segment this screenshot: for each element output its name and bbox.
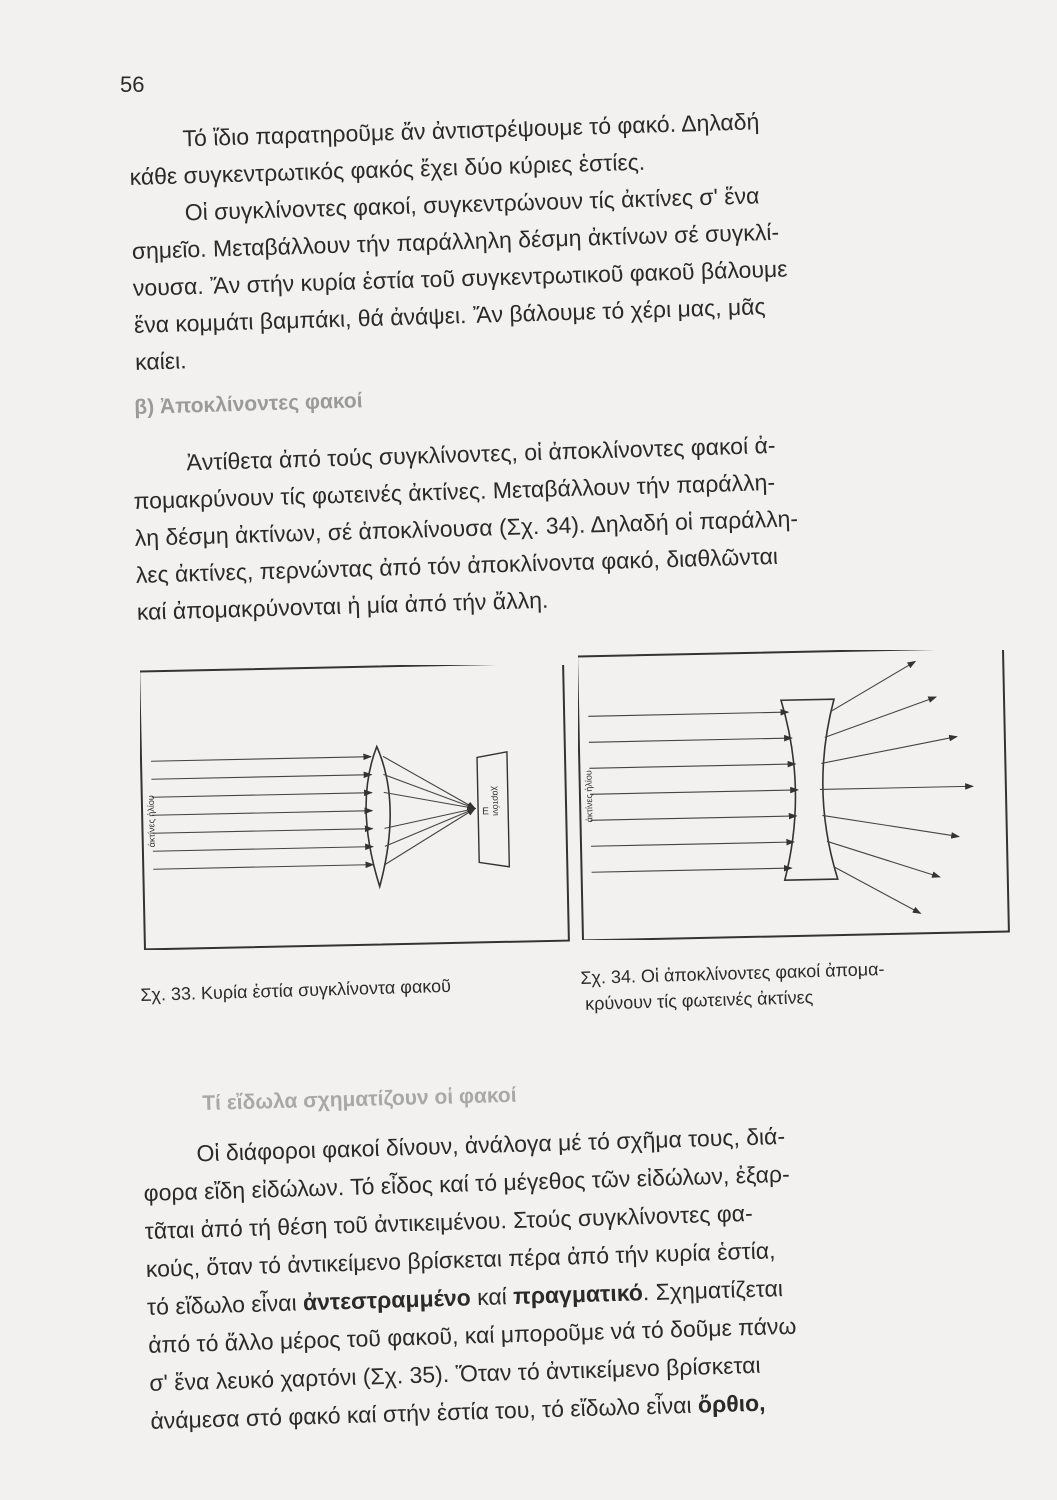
text-line: λες ἀκτίνες, περνώντας ἀπό τόν ἀποκλίνοντα φακό, διαθλῶνται — [135, 542, 779, 588]
caption-line: Σχ. 34. Οἱ ἀποκλίνοντες φακοί ἀπομα- — [580, 958, 885, 988]
caption-figure-34 — [580, 952, 1011, 1017]
bold-term-inverted: ἀντεστραμμένο — [302, 1284, 472, 1316]
incident-rays — [151, 757, 373, 870]
caption-figure-33: Σχ. 33. Κυρία ἑστία συγκλίνοντα φακοῦ — [140, 975, 452, 1005]
incident-rays — [588, 712, 799, 872]
text-line: λη δέσμη ἀκτίνων, σέ ἀποκλίνουσα (Σχ. 34). Δηλαδή οἱ παράλλη- — [134, 505, 799, 551]
text-line-part: ἀνάμεσα στό φακό καί στήν ἑστία του, τό εἴδωλο εἶναι — [150, 1391, 699, 1434]
caption-line: κρύνουν τίς φωτεινές ἀκτίνες — [584, 987, 814, 1014]
text-line: Οἱ συγκλίνοντες φακοί, συγκεντρώνουν τίς ἀκτίνες σ' ἕνα — [184, 182, 760, 226]
text-line: Οἱ διάφοροι φακοί δίνουν, ἀνάλογα μέ τό σχῆμα τους, διά- — [196, 1122, 786, 1167]
text-line: καί ἀπομακρύνονται ἡ μία ἀπό τήν ἄλλη. — [136, 586, 549, 625]
text-line: κούς, ὅταν τό ἀντικείμενο βρίσκεται πέρα ἀπό τήν κυρία ἑστία, — [145, 1237, 776, 1282]
text-line-part: . Σχηματίζεται — [642, 1275, 784, 1306]
text-line: Τό ἴδιο παρατηροῦμε ἄν ἀντιστρέψουμε τό φακό. Δηλαδή — [182, 108, 760, 152]
converging-rays — [383, 754, 476, 864]
text-line: σ' ἕνα λευκό χαρτόνι (Σχ. 35). Ὅταν τό ἀντικείμενο βρίσκεται — [148, 1351, 761, 1396]
text-line: νουσα. Ἄν στήν κυρία ἑστία τοῦ συγκεντρωτικοῦ φακοῦ βάλουμε — [132, 255, 788, 301]
text-line: ἀπό τό ἄλλο μέρος τοῦ φακοῦ, καί μποροῦμε νά τό δοῦμε πάνω — [147, 1312, 797, 1358]
text-line: τᾶται ἀπό τή θέση τοῦ ἀντικειμένου. Στούς συγκλίνοντες φα- — [144, 1199, 754, 1244]
text-line: Ἀντίθετα ἀπό τούς συγκλίνοντες, οἱ ἀποκλίνοντες φακοί ἀ- — [186, 431, 776, 476]
figure-34-frame — [578, 650, 1009, 940]
figure-33-frame — [140, 665, 569, 949]
text-line: κάθε συγκεντρωτικός φακός ἔχει δύο κύριες ἑστίες. — [129, 148, 646, 190]
text-line: καίει. — [134, 347, 187, 375]
convex-lens — [365, 746, 392, 886]
bold-term-upright: ὄρθιο, — [697, 1389, 766, 1418]
bold-term-real: πραγματικό — [512, 1279, 644, 1310]
paragraph-diverging-lens — [132, 420, 997, 630]
text-line: πομακρύνουν τίς φωτεινές ἀκτίνες. Μεταβάλλουν τήν παράλλη- — [133, 468, 776, 514]
figure-33-diagram — [140, 665, 570, 950]
label-sun-rays: ἀκτίνες ἡλίου — [583, 770, 595, 823]
paragraph-converging-lens — [128, 96, 995, 380]
label-focus: Ε — [482, 806, 489, 818]
figure-34-diverging-lens — [578, 650, 1010, 940]
page-number: 56 — [120, 72, 145, 97]
label-paper: χαρτόνι — [490, 785, 502, 816]
text-line: ἕνα κομμάτι βαμπάκι, θά ἀνάψει. Ἄν βάλουμε τό χέρι μας, μᾶς — [133, 293, 766, 338]
text-line-part: τό εἴδωλο εἶναι — [146, 1289, 304, 1320]
figure-34-diagram — [578, 650, 1010, 940]
label-sun-rays: ἀκτίνες ἡλίου — [145, 795, 157, 848]
subheading-diverging-lenses: β) Ἀποκλίνοντες φακοί — [134, 389, 363, 419]
paragraph-lens-images — [142, 1110, 1031, 1440]
diverging-rays — [817, 660, 975, 915]
text-line-part: καί — [470, 1283, 514, 1311]
section-heading-lens-images: Τί εἴδωλα σχηματίζουν οἱ φακοί — [202, 1083, 517, 1115]
text-line: φορα εἴδη εἰδώλων. Τό εἶδος καί τό μέγεθος τῶν εἰδώλων, ἐξαρ- — [143, 1160, 790, 1206]
text-line: σημεῖο. Μεταβάλλουν τήν παράλληλη δέσμη ἀκτίνων σέ συγκλί- — [131, 218, 780, 264]
figure-33-converging-lens — [140, 665, 570, 950]
